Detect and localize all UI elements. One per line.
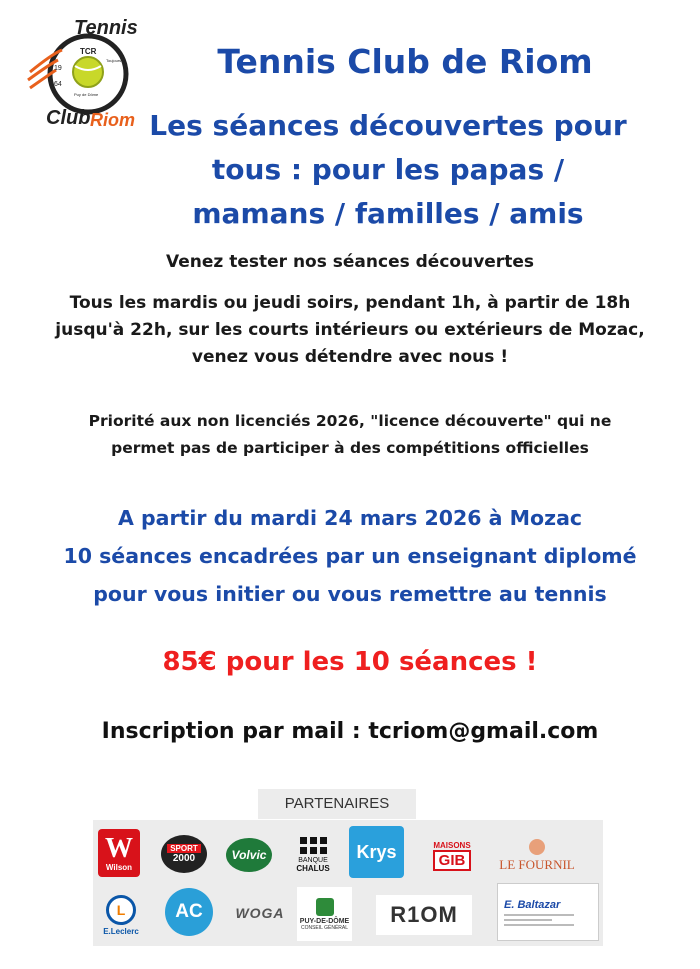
partner-logo-ac: AC (165, 888, 213, 936)
logo-bottom-text-1: Club (46, 107, 91, 129)
partner-logo-baltazar (497, 883, 599, 941)
banque-text-2: CHALUS (296, 864, 330, 873)
sport2000-text-b: 2000 (172, 853, 196, 864)
fournil-emblem-icon (529, 839, 545, 855)
logo-small-bottom: Puy de Dôme (74, 92, 99, 97)
partner-logo-sport2000 (161, 835, 207, 873)
puy-de-dome-emblem-icon (316, 898, 334, 916)
highlight-line: pour vous initier ou vous remettre au tennis (93, 582, 607, 606)
puy-text-1: PUY-DE-DÔME (299, 917, 350, 925)
partner-logo-maisons-gib (424, 833, 480, 879)
puy-text-2: CONSEIL GÉNÉRAL (300, 924, 349, 931)
partner-logo-wilson: W Wilson (98, 829, 140, 877)
sport2000-text-a: SPORT (167, 844, 201, 853)
partner-logo-le-fournil (494, 832, 580, 880)
page-title: Tennis Club de Riom (217, 42, 593, 81)
subtitle-line: tous : pour les papas / (211, 153, 565, 186)
intro-text: Venez tester nos séances découvertes (166, 252, 534, 272)
banque-text-1: BANQUE (298, 857, 328, 864)
banque-grid-icon (300, 837, 327, 854)
priority-line: permet pas de participer à des compétitions officielles (111, 439, 589, 457)
partner-logo-riom: R1OM (376, 895, 472, 935)
partner-logo-puy-de-dome (297, 887, 352, 941)
schedule-paragraph (0, 290, 700, 371)
logo-small-right: Toujours (106, 58, 122, 63)
maisons-text-a: MAISONS (433, 841, 471, 850)
logo-bottom-text-2: Riom (90, 110, 135, 130)
partner-logo-leclerc (97, 890, 145, 940)
subtitle-line: Les séances découvertes pour (149, 109, 627, 142)
partner-logo-woga: WOGA (235, 905, 285, 921)
logo-top-text: Tennis (74, 17, 138, 39)
maisons-text-b: GIB (433, 850, 472, 871)
schedule-line: venez vous détendre avec nous ! (191, 347, 509, 367)
baltazar-text: E. Baltazar (504, 898, 561, 911)
session-highlight (0, 499, 700, 613)
subtitle-line: mamans / familles / amis (192, 197, 584, 230)
subtitle (128, 104, 648, 236)
schedule-line: Tous les mardis ou jeudi soirs, pendant 1h, à partir de 18h (69, 293, 631, 313)
highlight-line: A partir du mardi 24 mars 2026 à Mozac (117, 506, 583, 530)
partners-label: PARTENAIRES (258, 789, 416, 819)
schedule-line: jusqu'à 22h, sur les courts intérieurs ou extérieurs de Mozac, (55, 320, 645, 340)
wilson-text: Wilson (105, 862, 133, 872)
leclerc-emblem-icon: L (106, 895, 136, 925)
inscription-text: Inscription par mail : tcriom@gmail.com (101, 719, 599, 744)
leclerc-text: E.Leclerc (103, 926, 139, 936)
logo-year-left-2: 64 (54, 81, 62, 88)
partner-logo-banque-chalus (286, 830, 340, 880)
price-text: 85€ pour les 10 séances ! (162, 647, 538, 677)
logo-year-left-1: 19 (54, 65, 62, 72)
partner-logo-krys: Krys (349, 826, 404, 878)
logo-monogram: TCR (80, 47, 97, 56)
partner-logo-volvic: Volvic (226, 838, 272, 872)
priority-line: Priorité aux non licenciés 2026, "licence découverte" qui ne (88, 412, 612, 430)
fournil-text: LE FOURNIL (499, 857, 575, 872)
highlight-line: 10 séances encadrées par un enseignant diplomé (63, 544, 637, 568)
priority-paragraph (0, 408, 700, 462)
